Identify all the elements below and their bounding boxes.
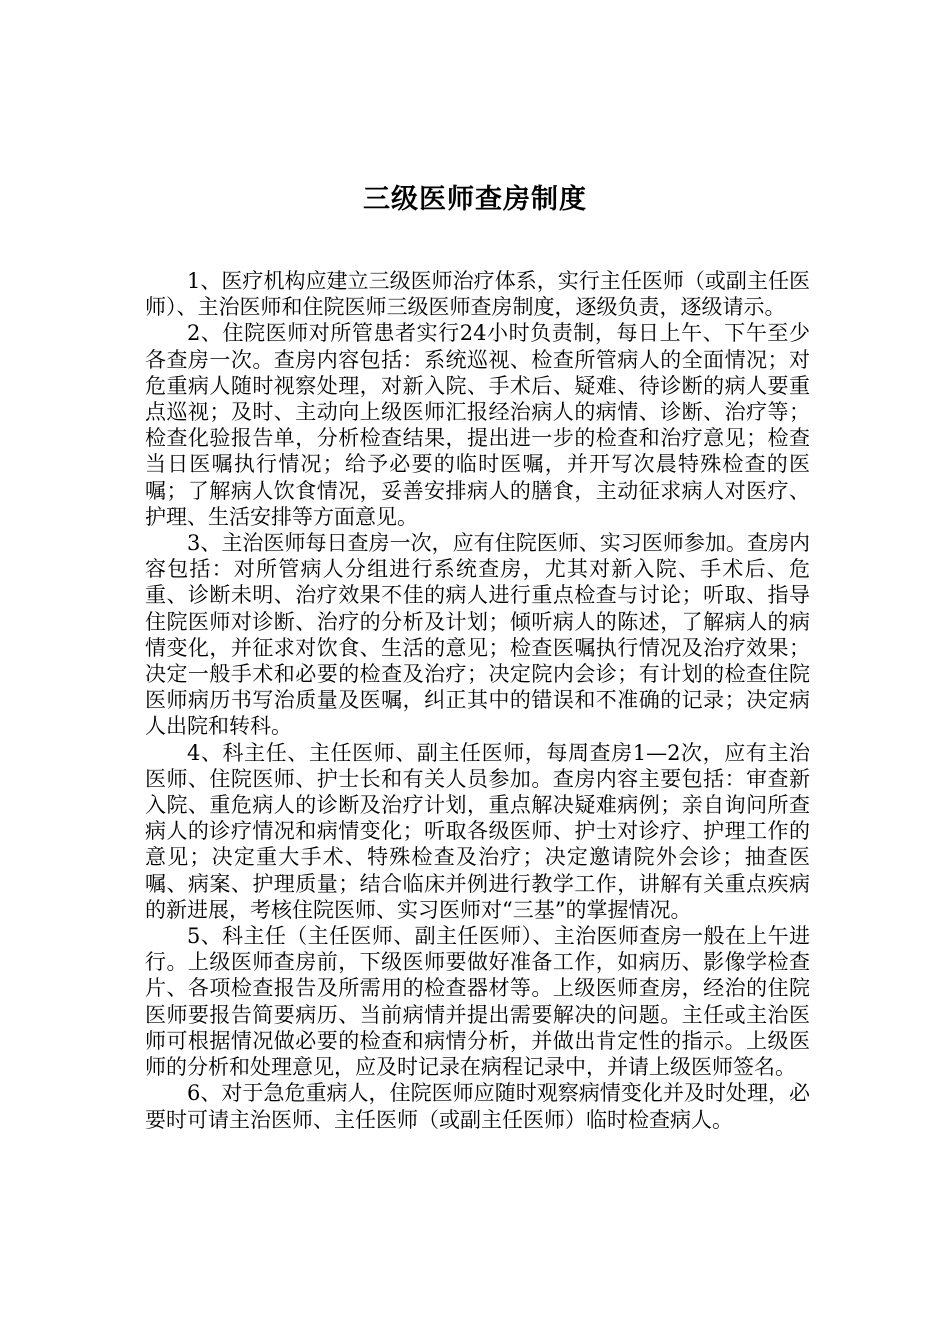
paragraph-6: 6、对于急危重病人，住院医师应随时观察病情变化并及时处理，必要时可请主治医师、主任医师（或副主任医师）临时检查病人。	[145, 1081, 810, 1132]
paragraph-2: 2、住院医师对所管患者实行24小时负责制，每日上午、下午至少各查房一次。查房内容包括：系统巡视、检查所管病人的全面情况；对危重病人随时视察处理，对新入院、手术后、疑难、待诊断的病人要重点巡视；及时、主动向上级医师汇报经治病人的病情、诊断、治疗等；检查化验报告单，分析检查结果，提出进一步的检查和治疗意见；检查当日医嘱执行情况；给予必要的临时医嘱，并开写次晨特殊检查的医嘱；了解病人饮食情况，妥善安排病人的膳食，主动征求病人对医疗、护理、生活安排等方面意见。	[145, 321, 810, 529]
document-body	[145, 268, 810, 1133]
paragraph-3: 3、主治医师每日查房一次，应有住院医师、实习医师参加。查房内容包括：对所管病人分组进行系统查房，尤其对新入院、手术后、危重、诊断未明、治疗效果不佳的病人进行重点检查与讨论；听取、指导住院医师对诊断、治疗的分析及计划；倾听病人的陈述，了解病人的病情变化，并征求对饮食、生活的意见；检查医嘱执行情况及治疗效果；决定一般手术和必要的检查及治疗；决定院内会诊；有计划的检查住院医师病历书写治质量及医嘱，纠正其中的错误和不准确的记录；决定病人出院和转科。	[145, 531, 810, 739]
paragraph-1: 1、医疗机构应建立三级医师治疗体系，实行主任医师（或副主任医师）、主治医师和住院医师三级医师查房制度，逐级负责，逐级请示。	[145, 269, 810, 320]
paragraph-4: 4、科主任、主任医师、副主任医师，每周查房1—2次，应有主治医师、住院医师、护士长和有关人员参加。查房内容主要包括：审查新入院、重危病人的诊断及治疗计划，重点解决疑难病例；亲自询问所查病人的诊疗情况和病情变化；听取各级医师、护士对诊疗、护理工作的意见；决定重大手术、特殊检查及治疗；决定邀请院外会诊；抽查医嘱、病案、护理质量；结合临床并例进行教学工作，讲解有关重点疾病的新进展，考核住院医师、实习医师对“三基”的掌握情况。	[145, 740, 810, 922]
document-title: 三级医师查房制度	[363, 184, 587, 215]
paragraph-5: 5、科主任（主任医师、副主任医师）、主治医师查房一般在上午进行。上级医师查房前，下级医师要做好准备工作，如病历、影像学检查片、各项检查报告及所需用的检查器材等。上级医师查房，经治的住院医师要报告简要病历、当前病情并提出需要解决的问题。主任或主治医师可根据情况做必要的检查和病情分析，并做出肯定性的指示。上级医师的分析和处理意见，应及时记录在病程记录中，并请上级医师签名。	[145, 924, 810, 1080]
